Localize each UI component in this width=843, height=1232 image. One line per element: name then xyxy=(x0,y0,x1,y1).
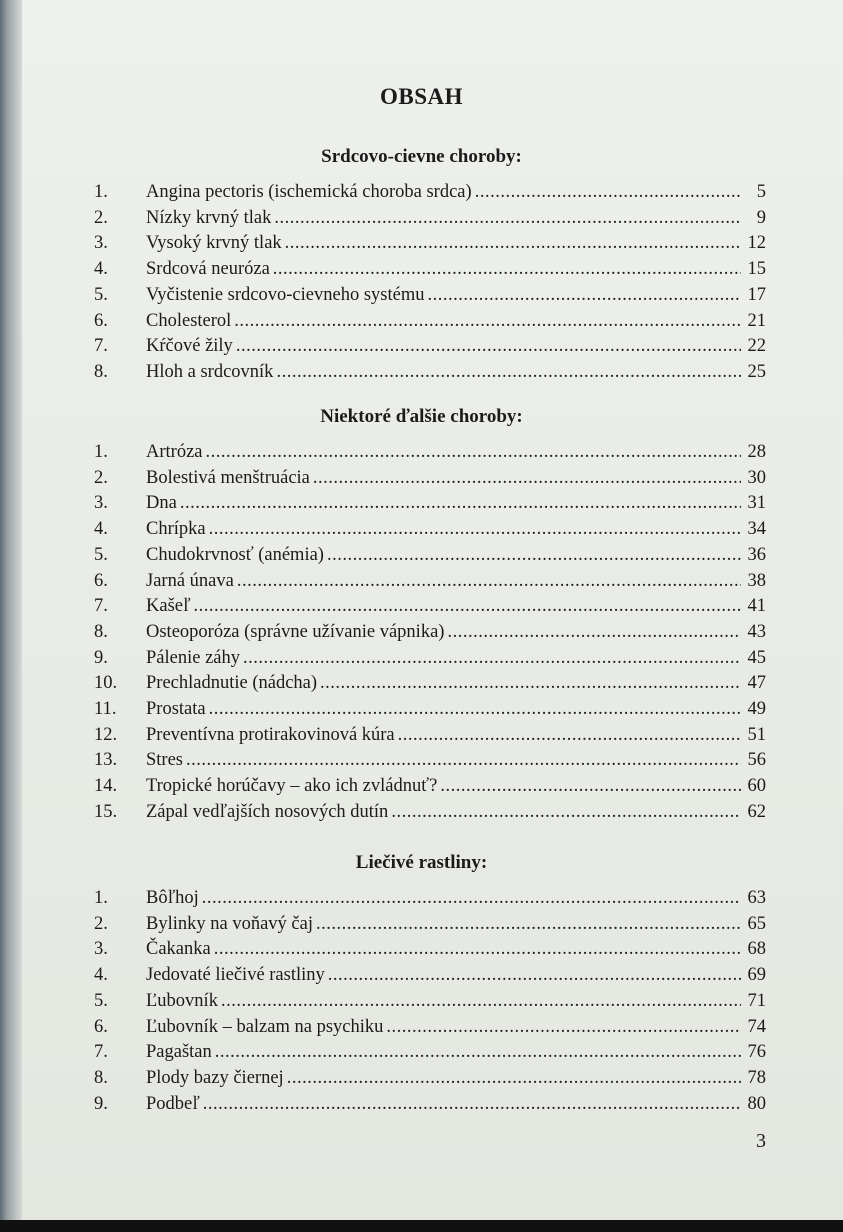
toc-entry-number: 13. xyxy=(94,750,118,771)
dot-leader xyxy=(287,1066,741,1090)
dot-leader xyxy=(236,334,741,358)
dot-leader xyxy=(475,180,741,204)
dot-leader xyxy=(203,1092,741,1116)
book-spine-shadow xyxy=(0,0,22,1232)
toc-entry-number: 1. xyxy=(94,442,108,462)
dot-leader xyxy=(243,646,741,670)
toc-entry-label: Pagaštan xyxy=(146,1042,212,1063)
toc-entry-label: Kŕčové žily xyxy=(146,336,233,357)
dot-leader xyxy=(202,886,741,910)
dot-leader xyxy=(285,231,741,255)
toc-entry-label: Stres xyxy=(146,750,183,771)
toc-entry-number: 14. xyxy=(94,776,118,797)
toc-entry-page: 25 xyxy=(747,361,766,382)
toc-entry-label: Bolestivá menštruácia xyxy=(146,467,310,488)
toc-entry-number: 8. xyxy=(94,361,108,382)
toc-entry-number: 7. xyxy=(94,336,108,357)
toc-entry xyxy=(94,360,766,384)
toc-entry-page: 76 xyxy=(747,1042,766,1063)
toc-entry-page: 17 xyxy=(747,284,766,305)
toc-entry-page: 36 xyxy=(747,544,766,565)
toc-entry xyxy=(94,671,766,695)
toc-entry xyxy=(94,309,766,333)
toc-entry-label: Prostata xyxy=(146,699,206,719)
toc-entry xyxy=(94,697,766,721)
toc-entry-number: 9. xyxy=(94,647,108,668)
toc-entry-number: 4. xyxy=(94,519,108,540)
toc-entry xyxy=(94,594,766,618)
toc-entry xyxy=(94,283,766,307)
toc-entry-page: 62 xyxy=(747,801,766,822)
toc-entry xyxy=(94,1066,766,1090)
dot-leader xyxy=(313,466,741,490)
section-heading: Liečivé rastliny: xyxy=(355,852,488,873)
toc-entry-page: 30 xyxy=(747,467,766,488)
toc-entry-label: Kašeľ xyxy=(146,596,191,617)
toc-entry-page: 74 xyxy=(747,1016,766,1037)
toc-entry-page: 9 xyxy=(756,207,766,228)
toc-entry xyxy=(94,646,766,670)
toc-entry xyxy=(94,800,766,824)
toc-entry-page: 47 xyxy=(747,673,766,694)
toc-entry xyxy=(94,491,766,515)
toc-entry-label: Podbeľ xyxy=(146,1093,200,1114)
toc-entry-page: 5 xyxy=(756,182,766,202)
toc-entry-page: 21 xyxy=(747,310,766,331)
toc-entry-label: Tropické horúčavy – ako ich zvládnuť? xyxy=(146,776,438,797)
toc-entry-number: 6. xyxy=(94,310,108,331)
section-heading: Niektoré ďalšie choroby: xyxy=(320,406,523,427)
toc-entry-number: 7. xyxy=(94,596,108,617)
toc-entry-label: Ľubovník xyxy=(146,990,218,1011)
toc-entry xyxy=(94,466,766,490)
toc-entry-page: 22 xyxy=(747,336,766,357)
toc-entry-label: Zápal vedľajších nosových dutín xyxy=(146,801,389,822)
toc-entry-page: 12 xyxy=(747,233,766,254)
toc-entry-page: 80 xyxy=(747,1093,766,1114)
toc-entry-number: 3. xyxy=(94,493,108,514)
toc-entry xyxy=(94,231,766,255)
toc-entry-page: 51 xyxy=(747,724,766,745)
toc-entry-label: Chrípka xyxy=(146,519,206,540)
toc-entry-number: 5. xyxy=(94,284,108,305)
toc-entry-number: 4. xyxy=(94,965,108,986)
toc-entry-label: Cholesterol xyxy=(146,310,232,331)
toc-entry-number: 2. xyxy=(94,467,108,488)
toc-entry-label: Dna xyxy=(146,493,177,514)
page-title: OBSAH xyxy=(379,84,464,109)
toc-entry-page: 71 xyxy=(747,990,766,1011)
toc-entry-number: 10. xyxy=(94,673,118,694)
toc-entry-page: 38 xyxy=(747,570,766,591)
toc-entry-label: Jedovaté liečivé rastliny xyxy=(146,965,325,986)
toc-entry-page: 78 xyxy=(747,1067,766,1088)
toc-entry-page: 31 xyxy=(747,493,766,514)
dot-leader xyxy=(327,543,741,567)
toc-entry-number: 6. xyxy=(94,1016,108,1037)
toc-entry-page: 68 xyxy=(747,939,766,960)
toc-entry xyxy=(94,912,766,936)
toc-entry-number: 4. xyxy=(94,259,108,280)
toc-entry xyxy=(94,723,766,747)
toc-entry-number: 3. xyxy=(94,233,108,254)
toc-entry-number: 8. xyxy=(94,621,108,642)
dot-leader xyxy=(209,517,741,541)
toc-entry-page: 41 xyxy=(747,596,766,617)
toc-entry-label: Nízky krvný tlak xyxy=(146,207,272,228)
toc-entry-page: 45 xyxy=(747,647,766,668)
dot-leader xyxy=(316,912,741,936)
toc-entry xyxy=(94,886,766,910)
dot-leader xyxy=(237,569,741,593)
dot-leader xyxy=(386,1015,741,1039)
toc-entry-number: 3. xyxy=(94,939,108,960)
toc-entry-number: 12. xyxy=(94,724,118,745)
toc-entry-label: Srdcová neuróza xyxy=(146,259,270,280)
dot-leader xyxy=(215,1040,741,1064)
toc-entry-page: 65 xyxy=(747,913,766,934)
toc-entry-number: 9. xyxy=(94,1093,108,1114)
dot-leader xyxy=(427,283,741,307)
toc-entry-page: 69 xyxy=(747,965,766,986)
toc-entry-label: Plody bazy čiernej xyxy=(146,1067,284,1088)
toc-entry-page: 63 xyxy=(747,888,766,908)
toc-entry xyxy=(94,620,766,644)
toc-entry-number: 2. xyxy=(94,207,108,228)
toc-entry xyxy=(94,180,766,204)
dot-leader xyxy=(186,748,741,772)
toc-entry-page: 28 xyxy=(747,442,766,462)
page-number: 3 xyxy=(756,1130,766,1152)
toc-entry-label: Preventívna protirakovinová kúra xyxy=(146,724,395,745)
toc-entry xyxy=(94,334,766,358)
scan-bottom-edge xyxy=(0,1220,843,1232)
dot-leader xyxy=(328,963,741,987)
toc-entry xyxy=(94,543,766,567)
toc-entry-number: 2. xyxy=(94,913,108,934)
toc-entry xyxy=(94,206,766,230)
dot-leader xyxy=(320,671,741,695)
toc-entry-page: 34 xyxy=(747,519,766,540)
toc-entry-label: Prechladnutie (nádcha) xyxy=(146,673,318,694)
dot-leader xyxy=(273,257,741,281)
dot-leader xyxy=(391,800,741,824)
section-heading: Srdcovo-cievne choroby: xyxy=(321,146,522,167)
toc-entry-number: 8. xyxy=(94,1067,108,1088)
toc-entry-label: Vysoký krvný tlak xyxy=(146,233,282,254)
dot-leader xyxy=(234,309,741,333)
toc-entry-label: Bôľhoj xyxy=(146,888,199,908)
toc-entry-number: 1. xyxy=(94,182,108,202)
toc-entry-number: 5. xyxy=(94,990,108,1011)
dot-leader xyxy=(206,440,742,464)
toc-entry-label: Chudokrvnosť (anémia) xyxy=(146,544,324,565)
toc-entry xyxy=(94,748,766,772)
toc-entry-number: 15. xyxy=(94,801,118,822)
toc-entry xyxy=(94,517,766,541)
toc-entry-label: Vyčistenie srdcovo-cievneho systému xyxy=(146,284,425,305)
toc-entry-number: 11. xyxy=(94,699,117,719)
toc-entry-label: Bylinky na voňavý čaj xyxy=(146,913,313,934)
dot-leader xyxy=(194,594,742,618)
toc-entry xyxy=(94,1015,766,1039)
toc-entry-page: 43 xyxy=(747,621,766,642)
toc-entry-number: 6. xyxy=(94,570,108,591)
toc-entry xyxy=(94,1040,766,1064)
toc-entry xyxy=(94,774,766,798)
toc-entry-label: Osteoporóza (správne užívanie vápnika) xyxy=(146,621,445,642)
toc-entry-label: Jarná únava xyxy=(146,570,234,591)
toc-entry xyxy=(94,937,766,961)
dot-leader xyxy=(209,697,741,721)
toc-entry xyxy=(94,1092,766,1116)
dot-leader xyxy=(440,774,741,798)
toc-entry-page: 15 xyxy=(747,259,766,280)
toc-entry-page: 49 xyxy=(747,699,766,719)
toc-entry-page: 60 xyxy=(747,776,766,797)
toc-entry-number: 1. xyxy=(94,888,108,908)
toc-entry xyxy=(94,989,766,1013)
dot-leader xyxy=(214,937,741,961)
toc-entry-page: 56 xyxy=(747,750,766,771)
toc-entry-label: Angina pectoris (ischemická choroba srdca) xyxy=(146,182,472,202)
toc-entry-label: Artróza xyxy=(146,442,203,462)
toc-entry-number: 5. xyxy=(94,544,108,565)
toc-entry-label: Pálenie záhy xyxy=(146,647,240,668)
dot-leader xyxy=(447,620,741,644)
toc-entry-number: 7. xyxy=(94,1042,108,1063)
dot-leader xyxy=(398,723,741,747)
toc-entry xyxy=(94,569,766,593)
toc-entry xyxy=(94,257,766,281)
toc-entry-label: Hloh a srdcovník xyxy=(146,361,274,382)
toc-entry-label: Čakanka xyxy=(146,939,211,960)
toc-entry-label: Ľubovník – balzam na psychiku xyxy=(146,1016,384,1037)
toc-entry xyxy=(94,963,766,987)
dot-leader xyxy=(221,989,741,1013)
toc-entry xyxy=(94,440,766,464)
dot-leader xyxy=(180,491,741,515)
dot-leader xyxy=(274,206,741,230)
dot-leader xyxy=(276,360,741,384)
